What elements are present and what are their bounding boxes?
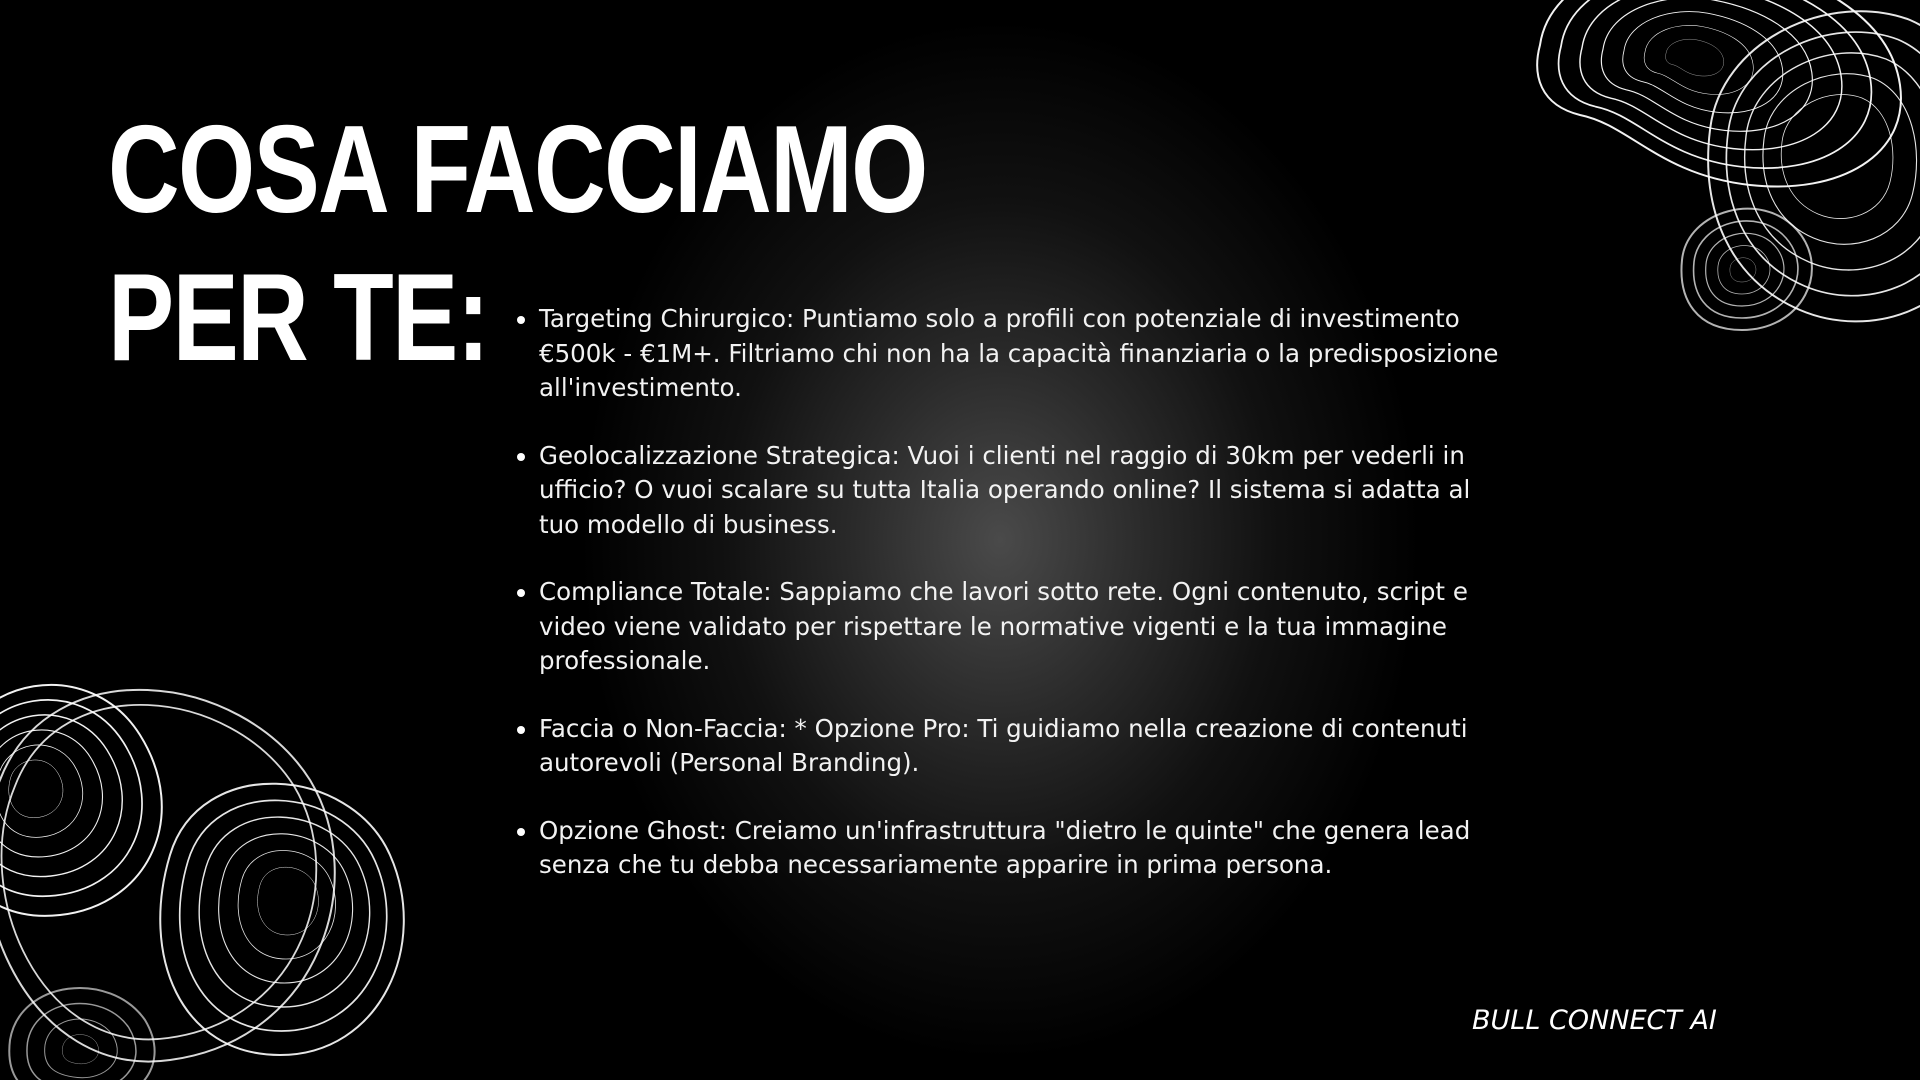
brand-name: BULL CONNECT AI [1472,1005,1717,1036]
bullet-item-faccia: Faccia o Non-Faccia: * Opzione Pro: Ti guidiamo nella creazione di contenuti autorevoli (Personal Branding). [539,712,1499,781]
bullet-item-ghost: Opzione Ghost: Creiamo un'infrastruttura "dietro le quinte" che genera lead senza che tu debba necessariamente apparire in prima persona. [539,814,1499,883]
bullet-item-targeting: Targeting Chirurgico: Puntiamo solo a profili con potenziale di investimento €500k - €1M+. Filtriamo chi non ha la capacità finanziaria o la predisposizione all'investimento. [539,302,1499,406]
topographic-lines-top-right-icon [1530,0,1920,340]
topographic-lines-bottom-left-icon [0,660,420,1080]
title-line-2: PER TE: [108,249,489,387]
bullet-item-compliance: Compliance Totale: Sappiamo che lavori sotto rete. Ogni contenuto, script e video viene validato per rispettare le normative vigenti e la tua immagine professionale. [539,575,1499,679]
bullet-item-geolocalizzazione: Geolocalizzazione Strategica: Vuoi i clienti nel raggio di 30km per vederli in ufficio? O vuoi scalare su tutta Italia operando online? Il sistema si adatta al tuo modello di business. [539,439,1499,543]
bullet-list [512,302,1499,916]
title-line-1: COSA FACCIAMO [108,101,927,239]
